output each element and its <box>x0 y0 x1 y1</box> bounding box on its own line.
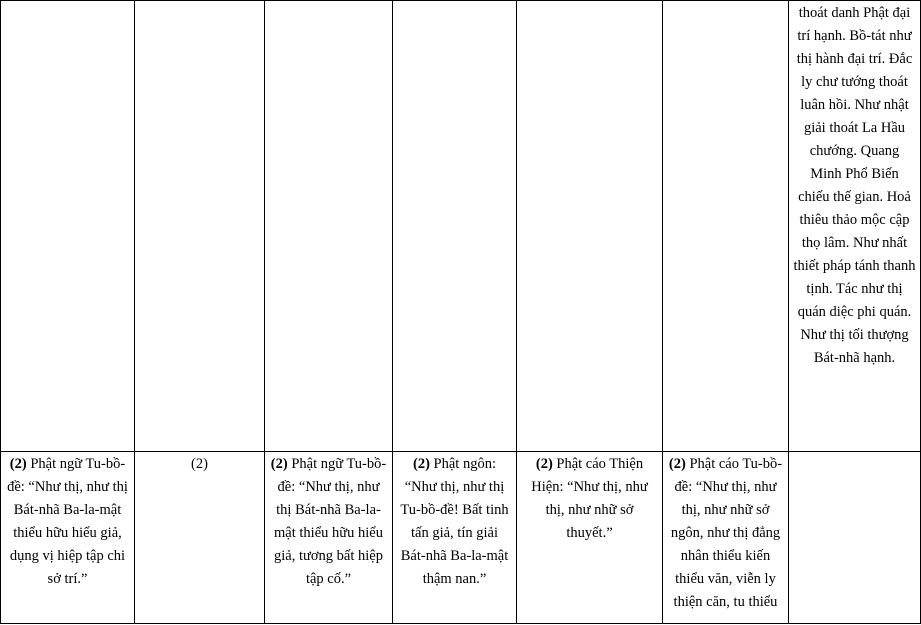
item-number: (2) <box>9 456 27 472</box>
cell-text: Phật cáo Tu-bồ-đề: “Như thị, như thị, như nhữ sở ngôn, như thị đẳng nhân thiểu kiến thiểu văn, viễn ly thiện căn, tu thiểu <box>670 456 783 610</box>
table-cell <box>1 1 135 452</box>
table-row <box>1 1 921 452</box>
table-cell <box>265 1 393 452</box>
item-number: (2) <box>668 456 686 472</box>
cell-text: (2) <box>191 456 208 472</box>
table-row <box>1 452 921 624</box>
table-cell <box>1 452 135 624</box>
item-number: (2) <box>535 456 553 472</box>
table-cell <box>135 452 265 624</box>
table-cell <box>265 452 393 624</box>
table-cell <box>517 452 663 624</box>
table-cell <box>393 452 517 624</box>
table-cell: thoát danh Phật đại trí hạnh. Bồ-tát như thị hành đại trí. Đắc ly chư tướng thoát luân hồi. Như nhật giải thoát La Hầu chướng. Quang Minh Phổ Biến chiếu thế gian. Hoả thiêu thảo mộc cập thọ lâm. Như nhất thiết pháp tánh thanh tịnh. Tác như thị quán diệc phi quán. Như thị tối thượng Bát-nhã hạnh. <box>789 1 921 452</box>
table-cell <box>135 1 265 452</box>
table-cell <box>663 1 789 452</box>
table-cell <box>789 452 921 624</box>
table-cell <box>393 1 517 452</box>
cell-text: Phật ngữ Tu-bồ-đề: “Như thị, như thị Bát-nhã Ba-la-mật thiểu hữu hiểu giả, tương bất hiệp tập cố.” <box>274 456 387 587</box>
cell-text: Phật cáo Thiện Hiện: “Như thị, như thị, như nhữ sở thuyết.” <box>531 456 648 541</box>
cell-text: Phật ngữ Tu-bồ-đề: “Như thị, như thị Bát-nhã Ba-la-mật thiểu hữu hiểu giả, dụng vị hiệp tập chi sở trí.” <box>7 456 128 587</box>
table-cell <box>663 452 789 624</box>
table-cell <box>517 1 663 452</box>
item-number: (2) <box>270 456 288 472</box>
item-number: (2) <box>413 456 430 472</box>
cell-text: Phật ngôn: “Như thị, như thị Tu-bồ-đề! Bất tinh tấn giả, tín giải Bát-nhã Ba-la-mật thậm nan.” <box>400 456 509 587</box>
